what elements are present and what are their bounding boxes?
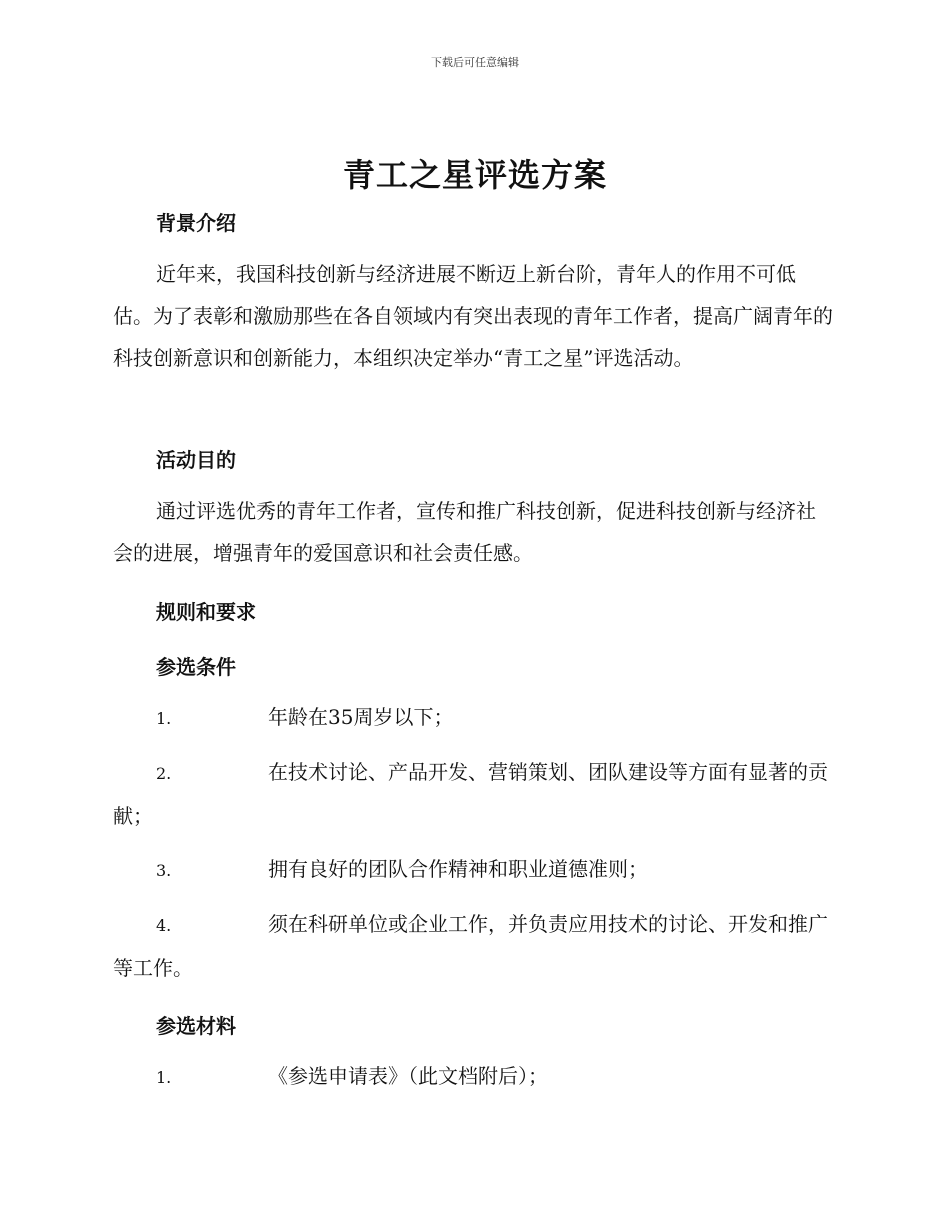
section-heading-materials: 参选材料 <box>156 1014 236 1038</box>
list-item-number: 3. <box>156 861 172 880</box>
document-title: 青工之星评选方案 <box>342 156 607 194</box>
list-item-text: 在技术讨论、产品开发、营销策划、团队建设等方面有显著的贡献； <box>113 760 828 828</box>
list-item-number: 1. <box>156 1068 172 1087</box>
list-item-text: 须在科研单位或企业工作，并负责应用技术的讨论、开发和推广等工作。 <box>113 912 828 980</box>
list-item <box>113 848 833 892</box>
section-heading-rules: 规则和要求 <box>156 600 256 624</box>
list-item-text: 年龄在35周岁以下； <box>268 705 454 729</box>
section-heading-purpose: 活动目的 <box>156 448 236 472</box>
purpose-paragraph: 通过评选优秀的青年工作者，宣传和推广科技创新，促进科技创新与经济社会的进展，增强青年的爱国意识和社会责任感。 <box>113 499 816 565</box>
list-item <box>113 1055 833 1099</box>
section-heading-background: 背景介绍 <box>156 211 236 235</box>
list-item-number: 2. <box>156 764 172 783</box>
list-item <box>113 903 833 989</box>
list-item-text: 拥有良好的团队合作精神和职业道德准则； <box>268 857 648 881</box>
background-paragraph: 近年来，我国科技创新与经济进展不断迈上新台阶，青年人的作用不可低估。为了表彰和激励那些在各自领域内有突出表现的青年工作者，提高广阔青年的科技创新意识和创新能力，本组织决定举办“青工之星”评选活动。 <box>113 262 833 370</box>
section-heading-eligibility: 参选条件 <box>156 655 236 679</box>
page-header-note: 下载后可任意编辑 <box>431 56 519 69</box>
list-item-number: 1. <box>156 709 172 728</box>
list-item-number: 4. <box>156 916 172 935</box>
list-item-text: 《参选申请表》（此文档附后）； <box>268 1064 548 1088</box>
list-item <box>113 751 833 837</box>
list-item <box>113 696 833 740</box>
